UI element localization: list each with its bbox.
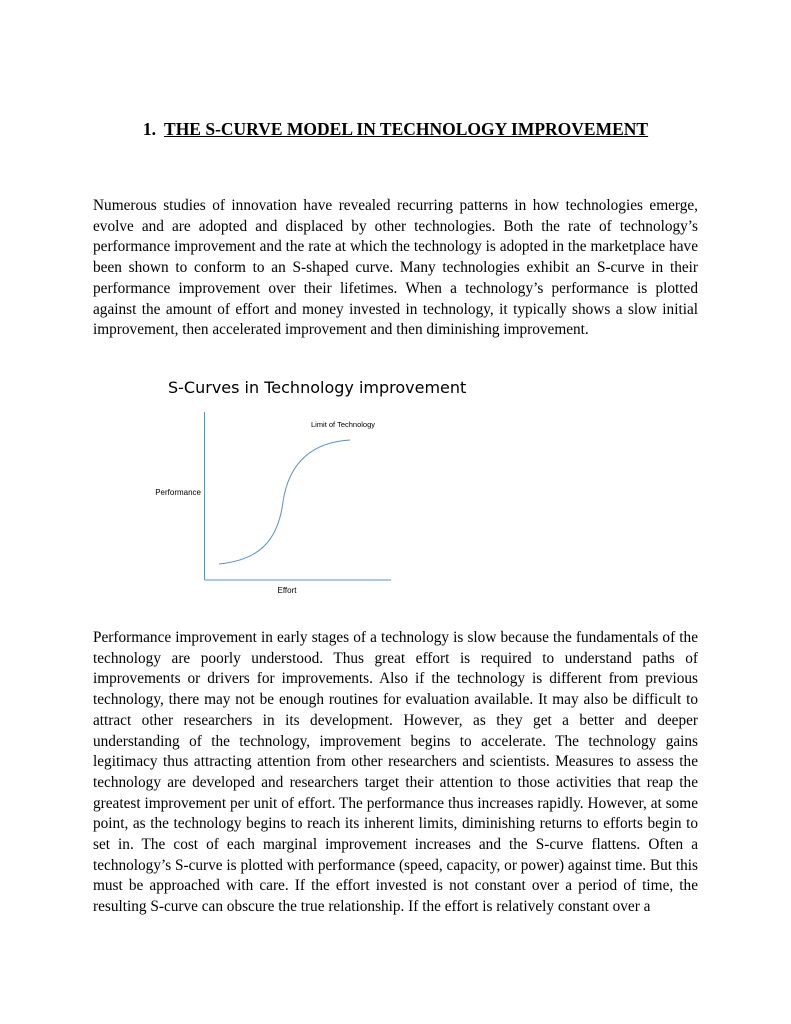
chart-title: S-Curves in Technology improvement — [168, 378, 467, 397]
s-curve-chart — [140, 400, 410, 605]
section-heading — [93, 119, 698, 140]
section-title: THE S-CURVE MODEL IN TECHNOLOGY IMPROVEMENT — [164, 119, 649, 139]
intro-paragraph: Numerous studies of innovation have revealed recurring patterns in how technologies emerge, evolve and are adopted and displaced by other technologies. Both the rate of technology’s performance improvement and the rate at which the technology is adopted in the marketplace have been shown to conform to an S-shaped curve. Many technologies exhibit an S-curve in their performance improvement over their lifetimes. When a technology’s performance is plotted against the amount of effort and money invested in technology, it typically shows a slow initial improvement, then accelerated improvement and then diminishing improvement. — [93, 197, 698, 339]
body-paragraph: Performance improvement in early stages of a technology is slow because the fundamentals of the technology are poorly understood. Thus great effort is required to understand paths of improvements or drivers for improvements. Also if the technology is different from previous technology, there may not be enough routines for evaluation available. It may also be difficult to attract other researchers in its development. However, as they get a better and deeper understanding of the technology, improvement begins to accelerate. The technology gains legitimacy thus attracting attention from other researchers and scientists. Measures to assess the technology are developed and researchers target their attention to those activities that reap the greatest improvement per unit of effort. The performance thus increases rapidly. However, at some point, as the technology begins to reach its inherent limits, diminishing returns to efforts begin to set in. The cost of each marginal improvement increases and the S-curve flattens. Often a technology’s S-curve is plotted with performance (speed, capacity, or power) against time. But this must be approached with care. If the effort invested is not constant over a period of time, the resulting S-curve can obscure the true relationship. If the effort is relatively constant over a — [93, 629, 698, 916]
section-number: 1. — [142, 119, 157, 139]
s-curve-line — [219, 440, 350, 564]
limit-of-technology-label: Limit of Technology — [310, 420, 376, 429]
y-axis-label: Performance — [155, 488, 201, 497]
x-axis-label: Effort — [277, 586, 297, 595]
